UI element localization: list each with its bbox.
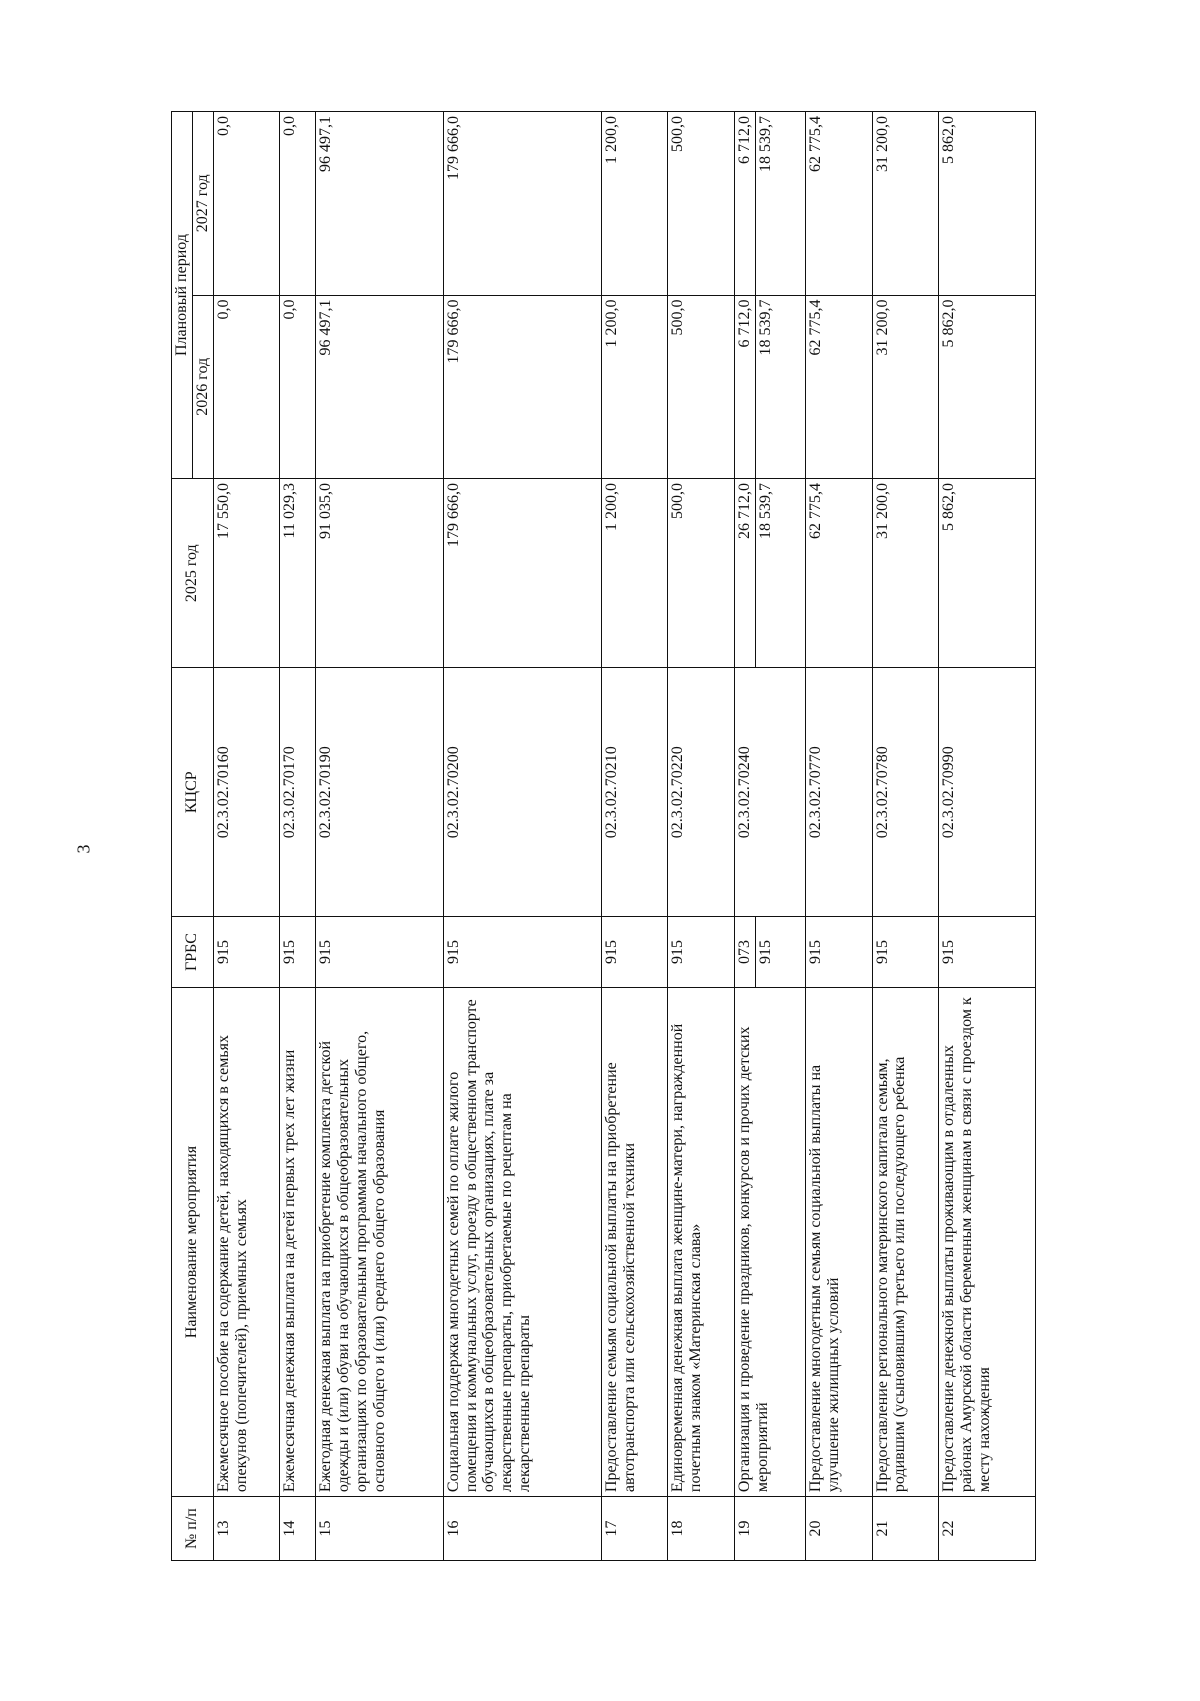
row-2027: 179 666,0 [443, 112, 601, 296]
row-name: Ежегодная денежная выплата на приобретение комплекта детской одежды и (или) обуви на обучающихся в общеобразовательных организациях по образовательным программам начального общего, основного общего и (или) среднего общего образования [315, 988, 443, 1497]
row-grbs: 915 [806, 917, 872, 988]
table-row [213, 112, 279, 1561]
row-2027 [734, 112, 806, 296]
table-row [938, 112, 1035, 1561]
row-2027: 96 497,1 [315, 112, 443, 296]
row-2026 [734, 295, 806, 478]
header-2026: 2026 год [192, 295, 213, 478]
row-2027: 62 775,4 [806, 112, 872, 296]
row-num: 18 [668, 1497, 734, 1561]
row-2027: 31 200,0 [872, 112, 938, 296]
header-grbs: ГРБС [172, 917, 214, 988]
row-kcsr: 02.3.02.70990 [938, 668, 1035, 917]
row-2025: 91 035,0 [315, 479, 443, 668]
table-row [668, 112, 734, 1561]
row-2027: 0,0 [213, 112, 279, 296]
row-2025: 31 200,0 [872, 479, 938, 668]
header-kcsr: КЦСР [172, 668, 214, 917]
row-2027: 500,0 [668, 112, 734, 296]
table-row [872, 112, 938, 1561]
row-kcsr: 02.3.02.70200 [443, 668, 601, 917]
row-2025: 179 666,0 [443, 479, 601, 668]
row-kcsr: 02.3.02.70780 [872, 668, 938, 917]
budget-table [171, 111, 1036, 1561]
row-kcsr: 02.3.02.70170 [280, 668, 316, 917]
row-grbs: 915 [872, 917, 938, 988]
row-2025: 11 029,3 [280, 479, 316, 668]
row-2026: 5 862,0 [938, 295, 1035, 478]
header-plan-period: Плановый период [172, 112, 193, 479]
row-kcsr: 02.3.02.70240 [734, 668, 806, 917]
row-2027: 5 862,0 [938, 112, 1035, 296]
row-2026: 179 666,0 [443, 295, 601, 478]
table-row [443, 112, 601, 1561]
row-grbs: 915 [315, 917, 443, 988]
row-name: Ежемесячная денежная выплата на детей первых трех лет жизни [280, 988, 316, 1497]
row-name: Предоставление многодетным семьям социальной выплаты на улучшение жилищных условий [806, 988, 872, 1497]
row-name: Предоставление семьям социальной выплаты на приобретение автотранспорта или сельскохозяйственной техники [601, 988, 667, 1497]
rotated-table-wrapper [171, 111, 1036, 1561]
row-kcsr: 02.3.02.70210 [601, 668, 667, 917]
row-2025: 62 775,4 [806, 479, 872, 668]
row-kcsr: 02.3.02.70770 [806, 668, 872, 917]
table-row [806, 112, 872, 1561]
row-num: 20 [806, 1497, 872, 1561]
row-2027: 1 200,0 [601, 112, 667, 296]
row-name: Социальная поддержка многодетных семей по оплате жилого помещения и коммунальных услуг, проезду в общественном транспорте обучающихся в общеобразовательных организациях, плате за лекарственные препараты, приобретаемые по рецептам на лекарственные препараты [443, 988, 601, 1497]
row-2026-b: 18 539,7 [755, 296, 776, 478]
row-grbs: 915 [280, 917, 316, 988]
row-grbs: 915 [601, 917, 667, 988]
row-name: Организация и проведение праздников, конкурсов и прочих детских мероприятий [734, 988, 806, 1497]
row-name: Предоставление денежной выплаты проживающим в отдаленных районах Амурской области беременным женщинам в связи с проездом к месту нахождения [938, 988, 1035, 1497]
row-2026: 1 200,0 [601, 295, 667, 478]
row-2026-a: 6 712,0 [735, 299, 753, 348]
row-num: 16 [443, 1497, 601, 1561]
row-grbs-a: 073 [735, 940, 753, 965]
table-row [315, 112, 443, 1561]
row-name: Единовременная денежная выплата женщине-матери, награжденной почетным знаком «Материнская слава» [668, 988, 734, 1497]
row-kcsr: 02.3.02.70220 [668, 668, 734, 917]
row-name: Предоставление регионального материнского капитала семьям, родившим (усыновившим) третьего или последующего ребенка [872, 988, 938, 1497]
row-grbs: 915 [213, 917, 279, 988]
row-2025-a: 26 712,0 [735, 483, 753, 540]
row-2026: 96 497,1 [315, 295, 443, 478]
row-2027-a: 6 712,0 [735, 116, 753, 164]
header-num: № п/п [172, 1497, 214, 1561]
row-2026: 0,0 [280, 295, 316, 478]
row-kcsr: 02.3.02.70190 [315, 668, 443, 917]
row-grbs [734, 917, 806, 988]
header-row [172, 112, 193, 1561]
row-grbs: 915 [938, 917, 1035, 988]
row-num: 17 [601, 1497, 667, 1561]
header-name: Наименование мероприятия [172, 988, 214, 1497]
row-2026: 62 775,4 [806, 295, 872, 478]
row-num: 15 [315, 1497, 443, 1561]
row-num: 13 [213, 1497, 279, 1561]
header-2025: 2025 год [172, 479, 214, 668]
row-num: 21 [872, 1497, 938, 1561]
row-2025: 17 550,0 [213, 479, 279, 668]
row-2027-b: 18 539,7 [755, 112, 776, 295]
row-2026: 0,0 [213, 295, 279, 478]
row-2025: 5 862,0 [938, 479, 1035, 668]
row-2025-b: 18 539,7 [755, 479, 776, 667]
row-name: Ежемесячное пособие на содержание детей, находящихся в семьях опекунов (попечителей), приемных семьях [213, 988, 279, 1497]
row-num: 14 [280, 1497, 316, 1561]
row-2025 [734, 479, 806, 668]
page-number: 3 [73, 844, 94, 854]
row-grbs: 915 [668, 917, 734, 988]
row-2026: 500,0 [668, 295, 734, 478]
table-row [280, 112, 316, 1561]
row-2027: 0,0 [280, 112, 316, 296]
table-row [601, 112, 667, 1561]
header-2027: 2027 год [192, 112, 213, 296]
row-grbs-b: 915 [755, 917, 776, 987]
row-num: 22 [938, 1497, 1035, 1561]
table-row [734, 112, 806, 1561]
row-2025: 500,0 [668, 479, 734, 668]
row-num: 19 [734, 1497, 806, 1561]
row-2025: 1 200,0 [601, 479, 667, 668]
row-2026: 31 200,0 [872, 295, 938, 478]
row-kcsr: 02.3.02.70160 [213, 668, 279, 917]
row-grbs: 915 [443, 917, 601, 988]
